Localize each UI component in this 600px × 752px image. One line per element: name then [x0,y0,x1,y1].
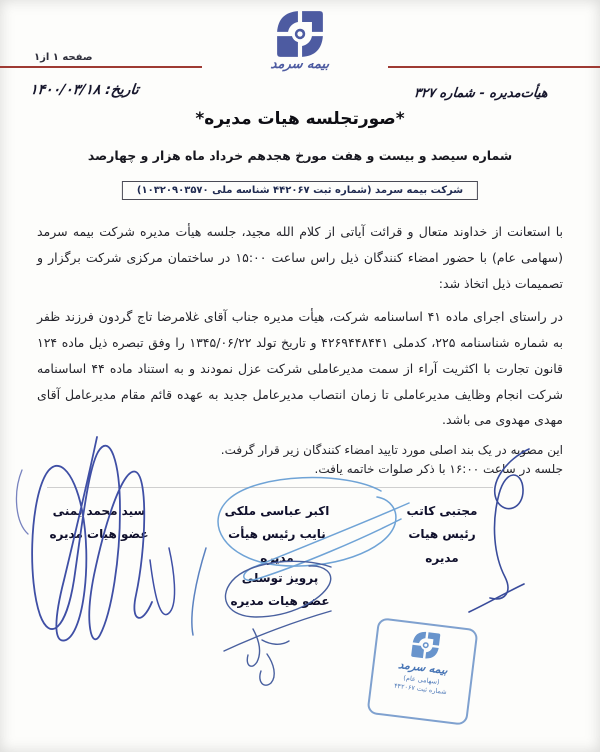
signature-tavasoli-icon [224,561,331,685]
stamp-company-type: (سهامی عام) [402,673,440,687]
stamp-logo-icon [408,628,444,662]
signer-role: رئیس هیات مدیره [408,527,476,565]
company-stamp [366,617,478,726]
signature-kateb-icon [469,449,529,612]
signer-role: نایب رئیس هیأت مدیره [228,527,326,565]
document-subtitle: شماره سیصد و بیست و هفت مورخ هجدهم خرداد ماه هزار و چهارصد [87,148,513,163]
reference-number: هیأت‌مدیره - شماره ۳۲۷ [413,86,549,101]
signature-yamani-icon [16,437,174,641]
stamp-registration-number: شماره ثبت ۴۴۲۰۶۷ [393,681,448,697]
page-number-label: صفحه ۱ از۱ [34,52,93,63]
signer-name: پرویز توسلی [241,571,319,585]
signer-role: عضو هیات مدیره [230,594,330,609]
stamp-wordmark: بیمه سرمد [396,658,450,677]
company-registration-box: شرکت بیمه سرمد (شماره ثبت ۴۴۲۰۶۷ شناسه ملی ۱۰۳۲۰۹۰۳۵۷۰) [122,181,478,200]
signer-name: مجتبی کاتب [406,504,478,518]
paragraph-opening: با استعانت از خداوند متعال و قرائت آیاتی از کلام الله مجید، جلسه هیأت مدیره شرکت بیمه سرمد (سهامی عام) با حضور امضاء کنندگان ذیل راس ساعت ۱۵:۰۰ در ساختمان مرکزی شرکت برگزار و تصمیمات ذیل اتخاذ شد: [37,224,564,291]
logo-wordmark: بیمه سرمد [269,57,331,72]
signer-name: سید محمد یمنی [52,504,146,518]
document-date: تاریخ: ۱۴۰۰/۰۳/۱۸ [29,82,140,98]
signer-name: اکبر عباسی ملکی [224,504,330,518]
paragraph-resolution: در راستای اجرای ماده ۴۱ اساسنامه شرکت، هیأت مدیره جناب آقای غلامرضا تاج گردون فرزند ظفر به شماره شناسنامه ۲۲۵، کدملی ۴۲۶۹۴۴۸۴۴۱ و تاریخ تولد ۱۳۴۵/۰۶/۲۲ را وفق تبصره ذیل ماده ۱۲۴ قانون تجارت با اکثریت آراء از سمت مدیرعاملی شرکت عزل نمودند و به استناد ماده ۴۴ اساسنامه شرکت انجام وظایف مدیرعاملی تا زمان انتصاب مدیرعامل جدید به عهده قائم مقام مدیرعامل آقای مهدی مهدوی می باشد. [37,309,563,428]
signer-role: عضو هیات مدیره [49,527,149,542]
paragraph-approval: این مصوبه در یک بند اصلی مورد تایید امضاء کنندگان زیر قرار گرفت. [220,443,563,457]
paragraph-closing: جلسه در ساعت ۱۶:۰۰ با ذکر صلوات خاتمه یافت. [314,461,563,476]
document-title: *صورتجلسه هیات مدیره* [195,109,405,129]
signature-abbasi-icon [192,478,409,635]
